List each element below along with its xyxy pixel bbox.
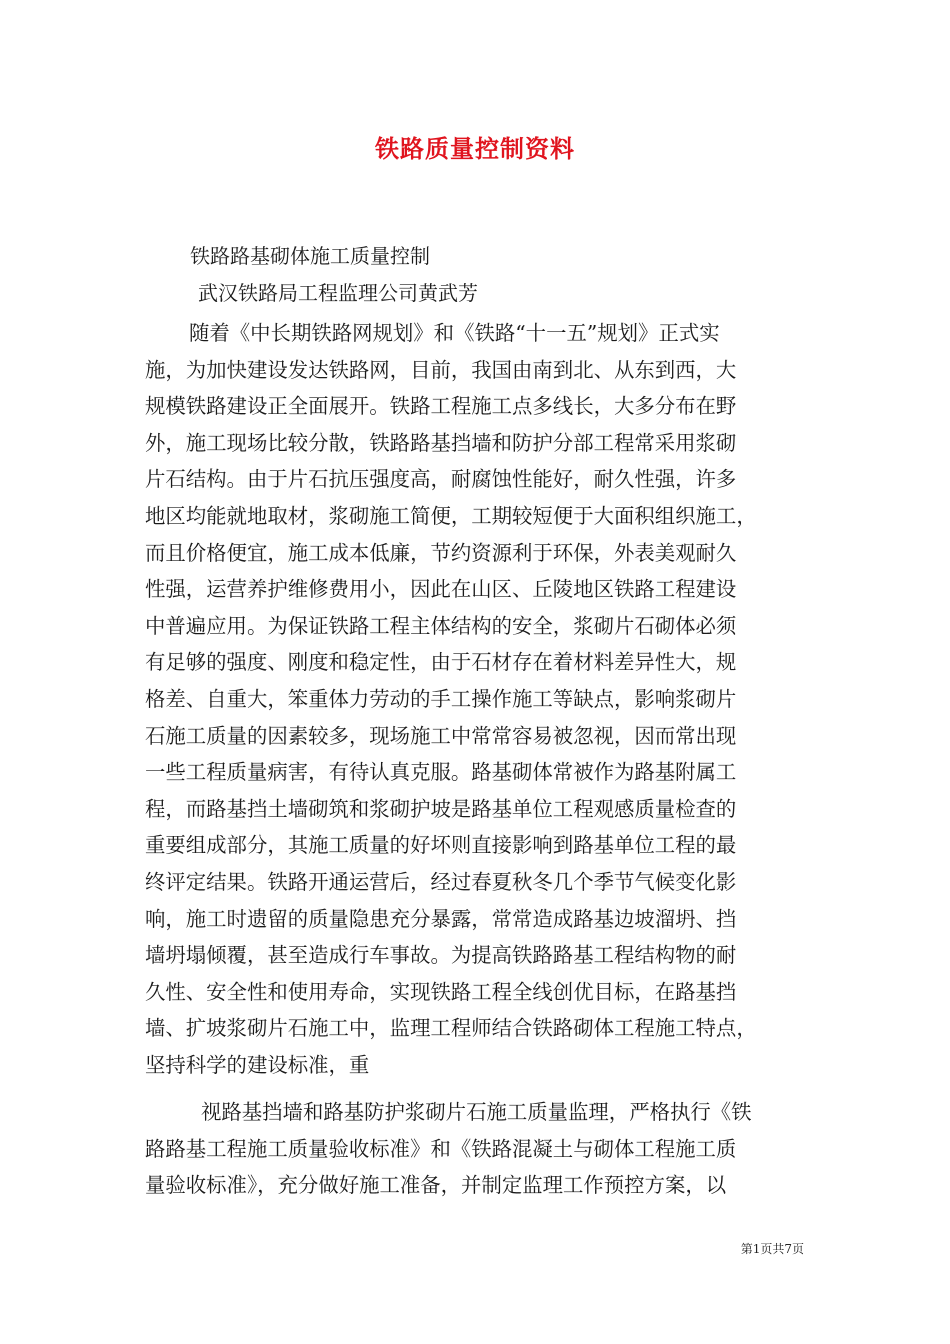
body-paragraph-1 <box>145 315 817 1083</box>
paragraph-line: 墙、扩坡浆砌片石施工中，监理工程师结合铁路砌体工程施工特点， <box>145 1016 757 1041</box>
paragraph-line: 性强，运营养护维修费用小，因此在山区、丘陵地区铁路工程建设 <box>145 577 737 602</box>
paragraph-line: 地区均能就地取材，浆砌施工简便，工期较短便于大面积组织施工， <box>145 503 757 528</box>
paragraph-line: 格差、自重大，笨重体力劳动的手工操作施工等缺点，影响浆砌片 <box>145 686 737 711</box>
paragraph-line: 施，为加快建设发达铁路网，目前，我国由南到北、从东到西，大 <box>145 357 737 382</box>
paragraph-line: 规模铁路建设正全面展开。铁路工程施工点多线长，大多分布在野 <box>145 394 737 419</box>
paragraph-line: 程，而路基挡土墙砌筑和浆砌护坡是路基单位工程观感质量检查的 <box>145 796 737 821</box>
section-subtitle: 铁路路基砌体施工质量控制 <box>190 244 430 268</box>
paragraph-line: 响，施工时遗留的质量隐患充分暴露，常常造成路基边坡溜坍、挡 <box>145 906 737 931</box>
paragraph-line: 终评定结果。铁路开通运营后，经过春夏秋冬几个季节气候变化影 <box>145 869 737 894</box>
paragraph-line: 量验收标准》，充分做好施工准备，并制定监理工作预控方案，以 <box>145 1173 727 1198</box>
paragraph-line: 重要组成部分，其施工质量的好坏则直接影响到路基单位工程的最 <box>145 833 737 858</box>
paragraph-line: 片石结构。由于片石抗压强度高，耐腐蚀性能好，耐久性强，许多 <box>145 467 737 492</box>
page-number-footer: 第1页共7页 <box>740 1242 804 1256</box>
paragraph-line: 随着《中长期铁路网规划》和《铁路“十一五”规划》正式实 <box>189 321 720 345</box>
paragraph-line: 中普遍应用。为保证铁路工程主体结构的安全，浆砌片石砌体必须 <box>145 613 737 638</box>
paragraph-line: 石施工质量的因素较多，现场施工中常常容易被忽视，因而常出现 <box>145 723 737 748</box>
paragraph-line: 视路基挡墙和路基防护浆砌片石施工质量监理，严格执行《铁 <box>201 1100 752 1124</box>
paragraph-line: 久性、安全性和使用寿命，实现铁路工程全线创优目标，在路基挡 <box>145 979 737 1004</box>
paragraph-line: 而且价格便宜，施工成本低廉，节约资源利于环保，外表美观耐久 <box>145 540 737 565</box>
paragraph-line: 外，施工现场比较分散，铁路路基挡墙和防护分部工程常采用浆砌 <box>145 430 737 455</box>
document-title: 铁路质量控制资料 <box>375 134 575 163</box>
paragraph-line: 有足够的强度、刚度和稳定性，由于石材存在着材料差异性大，规 <box>145 650 737 675</box>
author-line: 武汉铁路局工程监理公司黄武芳 <box>198 281 478 305</box>
paragraph-line: 路路基工程施工质量验收标准》和《铁路混凝土与砌体工程施工质 <box>145 1136 737 1161</box>
body-paragraph-2 <box>145 1094 817 1204</box>
paragraph-line: 一些工程质量病害，有待认真克服。路基砌体常被作为路基附属工 <box>145 760 737 785</box>
paragraph-line: 坚持科学的建设标准，重 <box>145 1052 370 1077</box>
paragraph-line: 墙坍塌倾覆，甚至造成行车事故。为提高铁路路基工程结构物的耐 <box>145 943 737 968</box>
